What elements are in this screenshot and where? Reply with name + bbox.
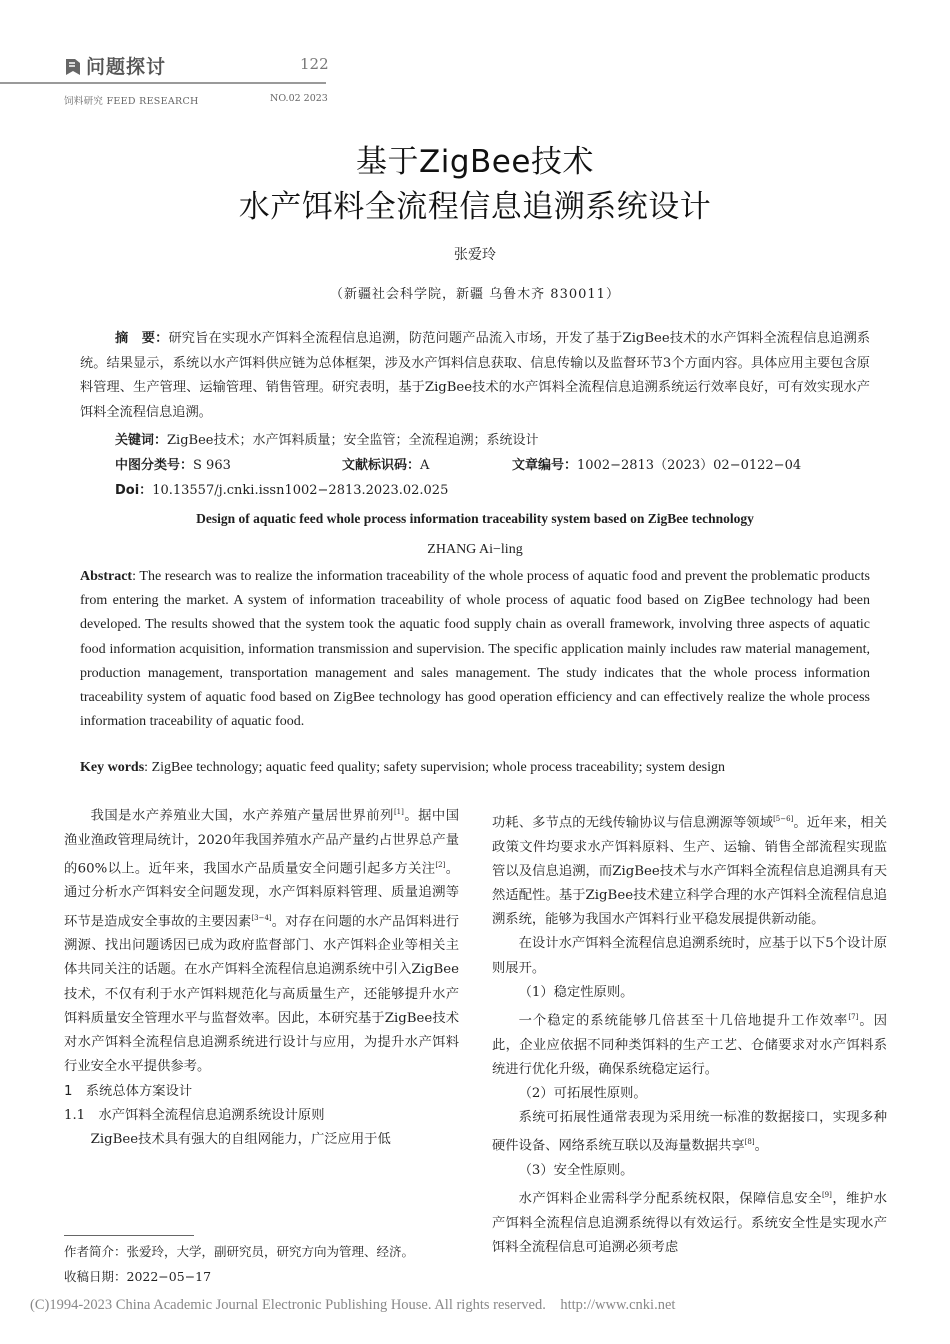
doi-label: Doi： (115, 483, 153, 498)
keywords-cn-text: ZigBee技术；水产饵料质量；安全监管；全流程追溯；系统设计 (167, 433, 539, 448)
paragraph: 功耗、多节点的无线传输协议与信息溯源等领域[5−6]。近年来，相关政策文件均要求水产饵料原料、生产、运输、销售全部流程实现监管以及信息追溯，而ZigBee技术与水产饵料全流程信息追溯具有天然适配性。基于ZigBee技术建立科学合理的水产饵料全流程信息追溯系统，能够为我国水产饵料行业平稳发展提供新动能。 (492, 815, 888, 928)
citation[interactable]: [7] (848, 1013, 859, 1022)
citation[interactable]: [3−4] (251, 913, 272, 922)
citation[interactable]: [2] (435, 860, 446, 869)
author-bio: 作者简介：张爱玲，大学，副研究员，研究方向为管理、经济。 (64, 1244, 415, 1259)
abstract-cn-label: 摘 要： (115, 331, 169, 346)
body-column-right (492, 807, 887, 1260)
section-title: 问题探讨 (86, 56, 167, 78)
abstract-en-text: The research was to realize the information traceability of the whole process of aquatic food and prevent the problematic products from entering the market. A system of information traceability of whole process of aquatic food based on ZigBee technology had been developed. The results showed that the system took the aquatic food supply chain as overall framework, involving three aspects of aquatic food information acquisition, information transmission and supervision. The specific application mainly includes raw material management, production management, transportation management and sales management. The study indicates that the whole process information traceability system of aquatic food based on ZigBee technology has good operation efficiency and can effectively realize the whole process information traceability of aquatic food. (80, 569, 871, 730)
subsection-heading-1-1: 1.1 水产饵料全流程信息追溯系统设计原则 (64, 1107, 325, 1123)
keywords-en-text: ZigBee technology; aquatic feed quality; safety supervision; whole process traceability; system design (151, 760, 726, 775)
body-column-left (64, 800, 459, 1152)
paragraph: 我国是水产养殖业大国，水产养殖产量居世界前列[1]。据中国渔业渔政管理局统计，2020年我国养殖水产品产量约占世界总产量的60%以上。近年来，我国水产品质量安全问题引起多方关注[2]。通过分析水产饵料安全问题发现，水产饵料原料管理、质量追溯等环节是造成安全事故的主要因素[3−4]。对存在问题的水产品饵料进行溯源、找出问题诱因已成为政府监督部门、水产饵料企业等相关主体共同关注的话题。在水产饵料全流程信息追溯系统中引入ZigBee技术，不仅有利于水产饵料规范化与高质量生产，还能够提升水产饵料质量安全管理水平与监督效率。因此，本研究基于ZigBee技术对水产饵料全流程信息追溯系统进行设计与应用，为提升水产饵料行业安全水平提供参考。 (64, 808, 460, 1075)
paragraph: 水产饵料企业需科学分配系统权限，保障信息安全[9]，维护水产饵料全流程信息追溯系统得以有效运行。系统安全性是实现水产饵料全流程信息可追溯必须考虑 (492, 1191, 888, 1256)
bookmark-icon (64, 58, 82, 76)
journal-name: 饲料研究 FEED RESEARCH (64, 96, 199, 107)
footnote-divider (64, 1235, 194, 1236)
abstract-cn (80, 327, 870, 425)
affiliation: （新疆社会科学院，新疆 乌鲁木齐 830011） (330, 287, 620, 302)
clc-value: S 963 (193, 458, 231, 473)
section-heading-1: 1 系统总体方案设计 (64, 1083, 193, 1099)
paragraph: 系统可拓展性通常表现为采用统一标准的数据接口，实现多种硬件设备、网络系统互联以及海量数据共享[8]。 (492, 1110, 887, 1154)
doi (115, 479, 448, 498)
abstract-en: Abstract: The research was to realize the information traceability of the whole process of aquatic food and prevent the problematic products from entering the market. A system of information traceability of whole process of aquatic food based on ZigBee technology had been developed. The results showed that the system took the aquatic food supply chain as overall framework, involving three aspects of aquatic food information acquisition, information transmission and supervision. The specific application mainly includes raw material management, production management, transportation management and sales management. The study indicates that the whole process information traceability system of aquatic food based on ZigBee technology has good operation efficiency and can effectively realize the whole process information traceability of aquatic food. (80, 569, 871, 730)
principle-heading: （3）安全性原则。 (518, 1163, 634, 1179)
clc-label: 中图分类号： (115, 458, 194, 473)
header-divider (0, 82, 326, 84)
paragraph: 一个稳定的系统能够几倍甚至十几倍地提升工作效率[7]。因此，企业应依据不同种类饵料的生产工艺、仓储要求对水产饵料系统进行优化升级，确保系统稳定运行。 (492, 1013, 888, 1077)
keywords-cn (115, 429, 875, 448)
doi-value[interactable]: 10.13557/j.cnki.issn1002−2813.2023.02.025 (152, 483, 449, 498)
document-code (342, 454, 429, 473)
citation[interactable]: [1] (393, 808, 404, 816)
principle-heading: （1）稳定性原则。 (518, 984, 634, 1000)
paragraph: ZigBee技术具有强大的自组网能力，广泛应用于低 (90, 1131, 391, 1147)
title-line-2: 水产饵料全流程信息追溯系统设计 (238, 189, 712, 225)
document-code-label: 文献标识码： (342, 458, 421, 473)
page-number: 122 (300, 55, 329, 73)
article-number-value: 1002−2813（2023）02−0122−04 (577, 458, 802, 473)
abstract-en-label: Abstract (80, 569, 133, 584)
journal-issue: NO.02 2023 (270, 93, 328, 104)
abstract-cn-text: 研究旨在实现水产饵料全流程信息追溯，防范问题产品流入市场，开发了基于ZigBee技术的水产饵料全流程信息追溯系统。结果显示，系统以水产饵料供应链为总体框架，涉及水产饵料信息获取、信息传输以及监督环节3个方面内容。具体应用主要包含原料管理、生产管理、运输管理、销售管理。研究表明，基于ZigBee技术的水产饵料全流程信息追溯系统运行效率良好，可有效实现水产饵料全流程信息追溯。 (80, 331, 871, 420)
keywords-en-label: Key words (80, 760, 145, 775)
principle-heading: （2）可拓展性原则。 (518, 1086, 647, 1102)
article-number-label: 文章编号： (512, 458, 578, 473)
english-author: ZHANG Ai−ling (427, 542, 523, 557)
document-code-value: A (420, 458, 430, 473)
article-number (512, 454, 801, 473)
keywords-cn-label: 关键词： (115, 433, 168, 448)
author: 张爱玲 (454, 247, 496, 263)
keywords-en: Key words: ZigBee technology; aquatic feed quality; safety supervision; whole process traceability; system design (80, 760, 726, 775)
citation[interactable]: [5−6] (773, 815, 794, 823)
citation[interactable]: [9] (821, 1191, 832, 1200)
copyright-footer: (C)1994-2023 China Academic Journal Electronic Publishing House. All rights reserved. http://www.cnki.net (30, 1297, 676, 1313)
title-line-1: 基于ZigBee技术 (356, 144, 594, 180)
clc-number (115, 454, 231, 473)
citation[interactable]: [8] (744, 1138, 755, 1147)
paragraph: 在设计水产饵料全流程信息追溯系统时，应基于以下5个设计原则展开。 (492, 936, 887, 976)
received-date: 收稿日期：2022−05−17 (64, 1269, 212, 1284)
section-header (64, 52, 166, 79)
english-title: Design of aquatic feed whole process information traceability system based on ZigBee technology (196, 511, 754, 526)
